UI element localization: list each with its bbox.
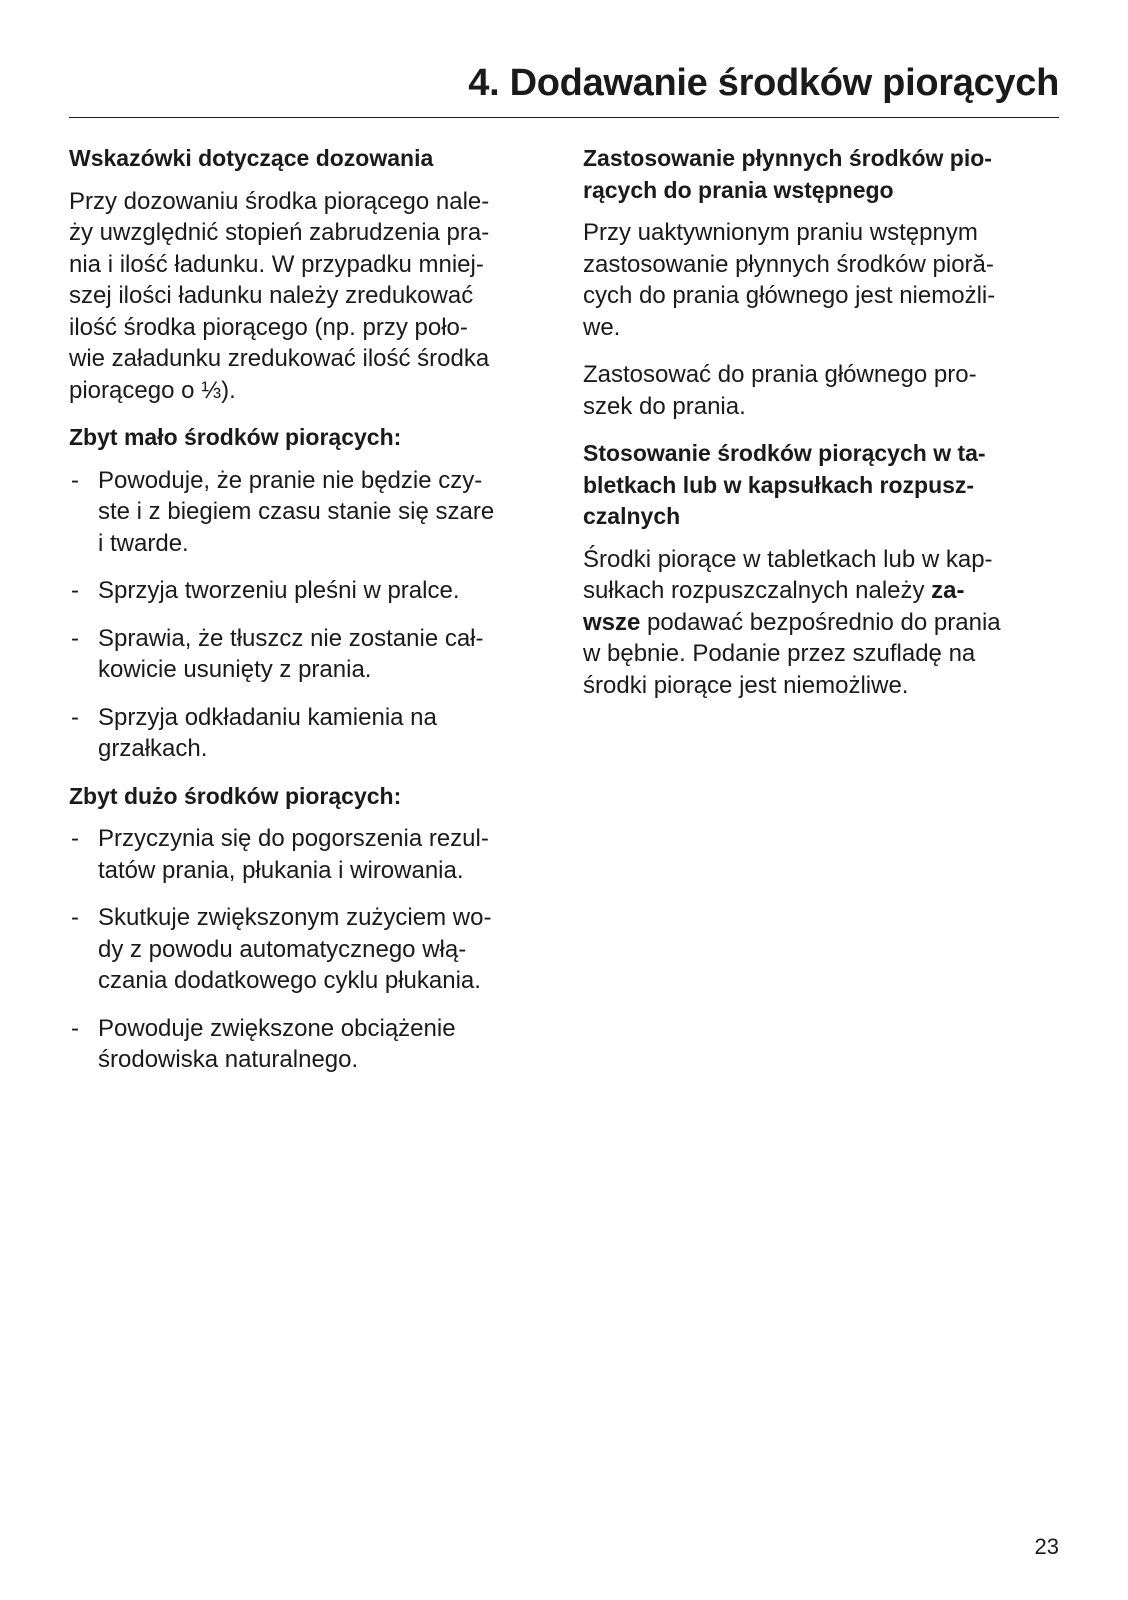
bullet-dash: -	[71, 1014, 79, 1042]
text-line: ilość środka piorącego (np. przy poło-	[69, 313, 468, 341]
text-line: Przy uaktywnionym praniu wstępnym	[583, 219, 978, 246]
too-much-list	[69, 823, 549, 1076]
list-item	[69, 575, 549, 607]
heading-line: czalnych	[583, 503, 681, 529]
bold-text-segment: wsze	[583, 608, 641, 636]
text-line: Zastosować do prania głównego pro-	[583, 361, 977, 388]
heading-line: Stosowanie środków piorących w ta-	[583, 440, 986, 466]
bullet-dash: -	[71, 466, 79, 494]
text-line: w bębnie. Podanie przez szufladę na	[583, 640, 976, 667]
text-line: Powoduje, że pranie nie będzie czy-	[98, 466, 483, 494]
paragraph-dosing	[69, 186, 549, 407]
text-line: Powoduje zwiększone obciążenie	[98, 1014, 456, 1042]
bullet-dash: -	[71, 904, 79, 931]
text-segment: podawać bezpośrednio do prania	[640, 608, 1001, 636]
heading-line: bletkach lub w kapsułkach rozpusz-	[583, 471, 975, 498]
list-item	[69, 702, 549, 765]
list-item	[69, 902, 549, 997]
bullet-dash: -	[71, 703, 79, 731]
too-little-list	[69, 465, 549, 765]
section-heading-too-much: Zbyt dużo środków piorących:	[69, 782, 402, 809]
text-line: dy z powodu automatycznego włą-	[98, 935, 467, 963]
header-divider	[69, 117, 1059, 118]
paragraph-liquid-prewash	[583, 217, 1061, 343]
section-heading-too-little: Zbyt mało środków piorących:	[69, 424, 402, 450]
section-heading-dosing: Wskazówki dotyczące dozowania	[69, 145, 434, 171]
bullet-dash: -	[71, 577, 79, 604]
right-column	[583, 143, 1061, 717]
paragraph-powder	[583, 359, 1061, 422]
text-segment: sułkach rozpuszczalnych należy	[583, 577, 932, 604]
text-line: tatów prania, płukania i wirowania.	[98, 856, 464, 884]
text-line: szej ilości ładunku należy zredukować	[69, 282, 474, 309]
bold-text-segment: za-	[931, 577, 965, 604]
text-line: szek do prania.	[583, 392, 746, 420]
paragraph-tablets	[583, 544, 1061, 702]
text-line: Sprawia, że tłuszcz nie zostanie cał-	[98, 624, 484, 652]
text-line: we.	[583, 313, 621, 341]
text-line: Sprzyja odkładaniu kamienia na	[98, 703, 437, 731]
text-line: Przyczynia się do pogorszenia rezul-	[98, 825, 489, 852]
left-column	[69, 143, 549, 1092]
bullet-dash: -	[71, 825, 79, 852]
text-line: Środki piorące w tabletkach lub w kap-	[583, 545, 993, 573]
text-line: ży uwzględnić stopień zabrudzenia pra-	[69, 219, 490, 246]
list-item	[69, 623, 549, 686]
text-line: grzałkach.	[98, 735, 208, 762]
text-line: i twarde.	[98, 529, 189, 557]
text-line: środki piorące jest niemożliwe.	[583, 671, 909, 699]
page-number: 23	[1034, 1534, 1059, 1559]
text-line: piorącego o ⅓).	[69, 376, 236, 404]
text-line: Sprzyja tworzeniu pleśni w pralce.	[98, 577, 460, 604]
text-line: wie załadunku zredukować ilość środka	[69, 345, 490, 372]
section-heading-tablets	[583, 438, 1061, 533]
text-line: zastosowanie płynnych środków pioră-	[583, 250, 994, 278]
text-line: nia i ilość ładunku. W przypadku mniej-	[69, 250, 484, 278]
text-line: środowiska naturalnego.	[98, 1046, 359, 1073]
section-heading-liquid-prewash	[583, 143, 1061, 206]
bullet-dash: -	[71, 624, 79, 652]
heading-line: rących do prania wstępnego	[583, 176, 894, 203]
list-item	[69, 1013, 549, 1076]
heading-line: Zastosowanie płynnych środków pio-	[583, 145, 992, 171]
text-line: czania dodatkowego cyklu płukania.	[98, 967, 481, 994]
text-line: ste i z biegiem czasu stanie się szare	[98, 498, 495, 525]
list-item	[69, 823, 549, 886]
page-title: 4. Dodawanie środków piorących	[468, 62, 1059, 104]
text-line: Przy dozowaniu środka piorącego nale-	[69, 187, 490, 215]
text-line: Skutkuje zwiększonym zużyciem wo-	[98, 904, 492, 931]
text-line: cych do prania głównego jest niemożli-	[583, 282, 996, 309]
list-item	[69, 465, 549, 560]
text-line: kowicie usunięty z prania.	[98, 656, 372, 683]
